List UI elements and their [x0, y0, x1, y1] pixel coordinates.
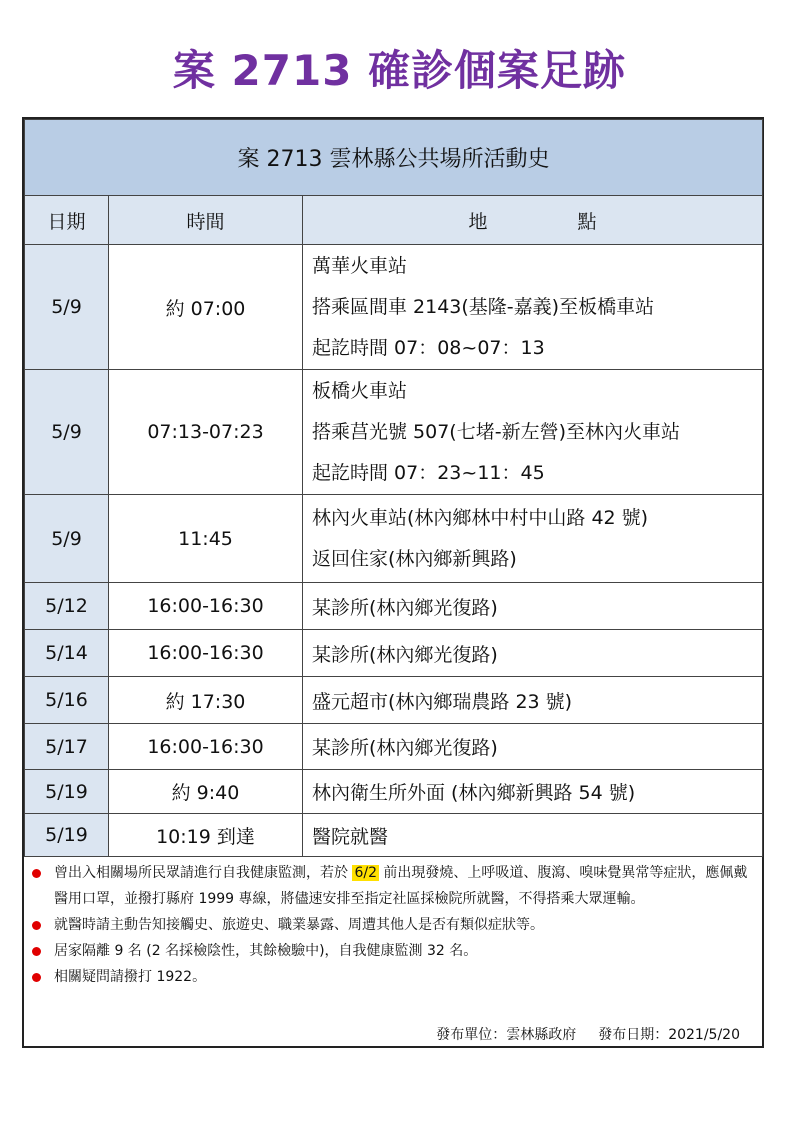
header-place-part2: 點	[577, 210, 597, 233]
table-row	[25, 495, 763, 583]
table-row	[25, 370, 763, 495]
date-cell: 5/19	[25, 770, 109, 814]
table-caption-row	[25, 120, 763, 196]
time-cell: 10:19 到達	[109, 814, 303, 857]
publish-date: 發布日期：2021/5/20	[598, 1027, 740, 1043]
date-cell: 5/16	[25, 677, 109, 724]
header-place-part1: 地	[468, 210, 488, 233]
header-date: 日期	[25, 196, 109, 245]
time-cell: 11:45	[109, 495, 303, 583]
date-cell: 5/9	[25, 370, 109, 495]
place-line: 林內火車站(林內鄉林中村中山路 42 號)	[312, 506, 649, 529]
note-text: 曾出入相關場所民眾請進行自我健康監測，若於	[54, 865, 353, 881]
place-cell: 某診所(林內鄉光復路)	[303, 630, 763, 677]
place-cell	[303, 370, 763, 495]
note-text: 相關疑問請撥打 1922。	[54, 969, 207, 985]
place-line: 萬華火車站	[312, 254, 408, 277]
table-row	[25, 814, 763, 857]
table-header-row	[25, 196, 763, 245]
date-cell: 5/12	[25, 583, 109, 630]
note-item	[24, 912, 762, 938]
header-place	[303, 196, 763, 245]
note-item	[24, 938, 762, 964]
place-cell: 盛元超市(林內鄉瑞農路 23 號)	[303, 677, 763, 724]
time-cell: 16:00-16:30	[109, 630, 303, 677]
place-cell: 醫院就醫	[303, 814, 763, 857]
place-line: 搭乘莒光號 507(七堵-新左營)至林內火車站	[312, 420, 680, 443]
date-cell: 5/9	[25, 495, 109, 583]
note-text: 就醫時請主動告知接觸史、旅遊史、職業暴露、周遭其他人是否有類似症狀等。	[54, 917, 544, 933]
bullet-icon	[32, 947, 41, 956]
table-row	[25, 770, 763, 814]
bullet-icon	[32, 869, 41, 878]
table-caption: 案 2713 雲林縣公共場所活動史	[25, 120, 763, 196]
date-cell: 5/19	[25, 814, 109, 857]
notes-section	[24, 856, 762, 1048]
time-cell: 約 9:40	[109, 770, 303, 814]
time-cell: 07:13-07:23	[109, 370, 303, 495]
date-cell: 5/9	[25, 245, 109, 370]
place-cell: 某診所(林內鄉光復路)	[303, 724, 763, 770]
note-item	[24, 964, 762, 990]
bullet-icon	[32, 921, 41, 930]
time-cell: 約 07:00	[109, 245, 303, 370]
table-row	[25, 583, 763, 630]
publisher: 發布單位：雲林縣政府	[436, 1027, 577, 1043]
place-cell	[303, 495, 763, 583]
note-text: 居家隔離 9 名 (2 名採檢陰性，其餘檢驗中)，自我健康監測 32 名。	[54, 943, 478, 959]
place-line: 起訖時間 07：08~07：13	[312, 336, 545, 359]
footer	[436, 1024, 740, 1044]
header-time: 時間	[109, 196, 303, 245]
place-cell: 林內衛生所外面 (林內鄉新興路 54 號)	[303, 770, 763, 814]
table-row	[25, 630, 763, 677]
date-cell: 5/17	[25, 724, 109, 770]
page-title: 案 2713 確診個案足跡	[172, 46, 627, 95]
place-line: 板橋火車站	[312, 379, 408, 402]
place-line: 返回住家(林內鄉新興路)	[312, 547, 517, 570]
date-cell: 5/14	[25, 630, 109, 677]
activity-frame	[22, 117, 764, 1048]
place-cell: 某診所(林內鄉光復路)	[303, 583, 763, 630]
time-cell: 約 17:30	[109, 677, 303, 724]
highlighted-date: 6/2	[354, 865, 377, 881]
table-row	[25, 724, 763, 770]
note-item	[24, 860, 762, 912]
place-line: 起訖時間 07：23~11：45	[312, 461, 545, 484]
table-row	[25, 677, 763, 724]
time-cell: 16:00-16:30	[109, 724, 303, 770]
table-row	[25, 245, 763, 370]
activity-table	[24, 119, 763, 857]
bullet-icon	[32, 973, 41, 982]
place-line: 搭乘區間車 2143(基隆-嘉義)至板橋車站	[312, 295, 655, 318]
time-cell: 16:00-16:30	[109, 583, 303, 630]
note-text: 前出現發燒、上呼吸道、腹瀉、嗅味覺異常等症狀，應佩戴醫用口罩，並撥打縣府 1999 專線，將儘速安排至指定社區採檢院所就醫，不得搭乘大眾運輸。	[54, 865, 748, 907]
place-cell	[303, 245, 763, 370]
